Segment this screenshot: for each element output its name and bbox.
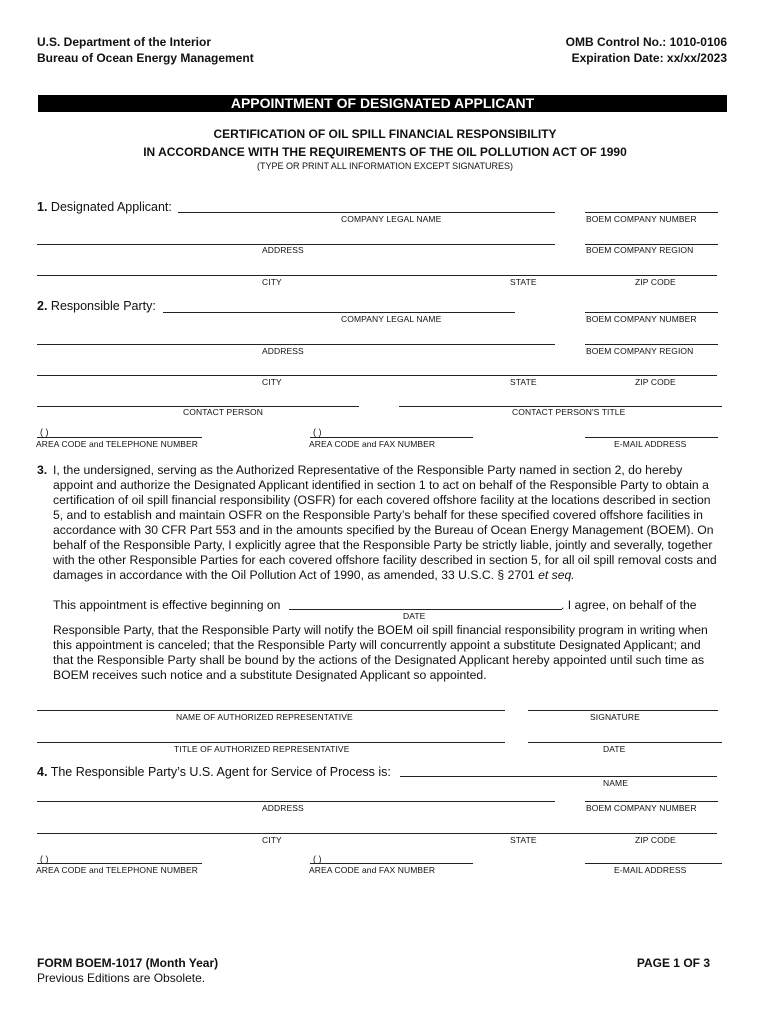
date-caption: DATE xyxy=(403,611,426,621)
text-segment: damages in accordance with the Oil Pollution Act of 1990, as amended, 33 U.S.C. § 2701 xyxy=(53,568,539,582)
city-state-zip-field[interactable] xyxy=(37,375,717,376)
rep-name-caption: NAME OF AUTHORIZED REPRESENTATIVE xyxy=(176,712,353,722)
section-number: 2. xyxy=(37,299,48,313)
fax-field[interactable] xyxy=(310,437,473,438)
agency-line-1: U.S. Department of the Interior xyxy=(37,35,212,49)
zip-code-caption: ZIP CODE xyxy=(635,835,676,845)
state-caption: STATE xyxy=(510,277,537,287)
rep-title-caption: TITLE OF AUTHORIZED REPRESENTATIVE xyxy=(174,744,350,754)
text-line: with the other Responsible Parties for each covered offshore facility described in section 5, for all oil spill removal costs and xyxy=(53,553,717,567)
company-legal-name-caption: COMPANY LEGAL NAME xyxy=(341,214,442,224)
telephone-field[interactable] xyxy=(37,437,202,438)
area-code-parentheses: ( ) xyxy=(40,427,49,437)
expiration-date: Expiration Date: xx/xx/2023 xyxy=(571,51,727,65)
boem-company-region-caption: BOEM COMPANY REGION xyxy=(586,346,694,356)
address-caption: ADDRESS xyxy=(262,803,304,813)
designated-applicant-label: Designated Applicant: xyxy=(50,200,172,214)
text-line: appoint and authorize the Designated Applicant identified in section 1 to act on behalf of the Responsible Party to obtain a xyxy=(53,478,709,492)
boem-company-number-field[interactable] xyxy=(585,212,718,213)
section-1-label xyxy=(37,200,172,214)
text-line: behalf of the Responsible Party, I explicitly agree that the Responsible Party be strictly liable, jointly and severally, together xyxy=(53,538,713,552)
email-caption: E-MAIL ADDRESS xyxy=(614,439,687,449)
text-line: this appointment is canceled; that the Responsible Party will concurrently appoint a substitute Designated Applicant; and xyxy=(53,638,701,652)
boem-company-region-caption: BOEM COMPANY REGION xyxy=(586,245,694,255)
state-caption: STATE xyxy=(510,835,537,845)
address-field[interactable] xyxy=(37,801,555,802)
boem-company-number-caption: BOEM COMPANY NUMBER xyxy=(586,214,697,224)
address-caption: ADDRESS xyxy=(262,346,304,356)
effective-date-label: This appointment is effective beginning on xyxy=(53,598,281,612)
text-line: Responsible Party, that the Responsible Party will notify the BOEM oil spill financial responsibility program in writing when xyxy=(53,623,708,637)
telephone-caption: AREA CODE and TELEPHONE NUMBER xyxy=(36,439,199,449)
telephone-field[interactable] xyxy=(37,863,202,864)
section-3-number: 3. xyxy=(37,463,48,477)
city-caption: CITY xyxy=(262,835,282,845)
subtitle-line-1: CERTIFICATION OF OIL SPILL FINANCIAL RESPONSIBILITY xyxy=(213,127,557,141)
text-line: I, the undersigned, serving as the Authorized Representative of the Responsible Party named in section 2, do hereby xyxy=(53,463,683,477)
email-field[interactable] xyxy=(585,437,718,438)
effective-date-field[interactable] xyxy=(289,609,562,610)
text-line: accordance with 30 CFR Part 553 and in the amounts specified by the Bureau of Ocean Energy Management (BOEM). On xyxy=(53,523,714,537)
authorized-rep-name-field[interactable] xyxy=(37,710,505,711)
fax-field[interactable] xyxy=(310,863,473,864)
text-line: BOEM receives such notice and a substitute Designated Applicant so appointed. xyxy=(53,668,487,682)
boem-company-number-field[interactable] xyxy=(585,801,718,802)
boem-company-number-caption: BOEM COMPANY NUMBER xyxy=(586,314,697,324)
signature-caption: SIGNATURE xyxy=(590,712,640,722)
email-field[interactable] xyxy=(585,863,722,864)
text-line xyxy=(53,568,753,583)
boem-company-number-caption: BOEM COMPANY NUMBER xyxy=(586,803,697,813)
city-state-zip-field[interactable] xyxy=(37,275,717,276)
obsolete-notice: Previous Editions are Obsolete. xyxy=(37,971,206,985)
agent-name-field[interactable] xyxy=(400,776,717,777)
page-number: PAGE 1 OF 3 xyxy=(636,956,710,970)
agency-name xyxy=(37,34,254,66)
email-caption: E-MAIL ADDRESS xyxy=(614,865,687,875)
responsible-party-name-field[interactable] xyxy=(163,312,515,313)
section-2-label xyxy=(37,299,156,313)
fax-caption: AREA CODE and FAX NUMBER xyxy=(309,439,436,449)
section-3-paragraph-2 xyxy=(53,623,753,683)
area-code-parentheses: ( ) xyxy=(313,854,322,864)
area-code-parentheses: ( ) xyxy=(40,854,49,864)
fax-caption: AREA CODE and FAX NUMBER xyxy=(309,865,436,875)
boem-company-region-field[interactable] xyxy=(585,344,718,345)
omb-info xyxy=(566,34,727,66)
zip-code-caption: ZIP CODE xyxy=(635,277,676,287)
form-title-banner: APPOINTMENT OF DESIGNATED APPLICANT xyxy=(38,95,727,112)
designated-applicant-name-field[interactable] xyxy=(178,212,555,213)
signature-field[interactable] xyxy=(528,710,718,711)
section-number: 1. xyxy=(37,200,48,214)
name-caption: NAME xyxy=(603,778,628,788)
company-legal-name-caption: COMPANY LEGAL NAME xyxy=(341,314,442,324)
instructions: (TYPE OR PRINT ALL INFORMATION EXCEPT SIGNATURES) xyxy=(256,161,514,171)
zip-code-caption: ZIP CODE xyxy=(635,377,676,387)
date-field[interactable] xyxy=(528,742,722,743)
text-line: certification of oil spill financial responsibility (OSFR) for each covered offshore facility at the locations described in section xyxy=(53,493,711,507)
state-caption: STATE xyxy=(510,377,537,387)
city-caption: CITY xyxy=(262,277,282,287)
city-state-zip-field[interactable] xyxy=(37,833,717,834)
telephone-caption: AREA CODE and TELEPHONE NUMBER xyxy=(36,865,199,875)
section-3-paragraph-1 xyxy=(53,463,753,583)
area-code-parentheses: ( ) xyxy=(313,427,322,437)
date-caption: DATE xyxy=(603,744,626,754)
text-line: 5, and to establish and maintain OSFR on the Responsible Party’s behalf for these specified covered offshore facilities in xyxy=(53,508,703,522)
section-4-label xyxy=(37,765,391,779)
subtitle-line-2: IN ACCORDANCE WITH THE REQUIREMENTS OF THE OIL POLLUTION ACT OF 1990 xyxy=(143,145,627,159)
contact-person-caption: CONTACT PERSON xyxy=(183,407,263,417)
omb-control-number: OMB Control No.: 1010-0106 xyxy=(565,35,727,49)
agree-text: . I agree, on behalf of the xyxy=(561,598,697,612)
address-caption: ADDRESS xyxy=(262,245,304,255)
form-id: FORM BOEM-1017 (Month Year) xyxy=(37,956,219,970)
contact-title-caption: CONTACT PERSON'S TITLE xyxy=(512,407,626,417)
agency-line-2: Bureau of Ocean Energy Management xyxy=(37,51,254,65)
text-line: that the Responsible Party shall be bound by the actions of the Designated Applicant hereby appointed until such time as xyxy=(53,653,705,667)
italic-text: et seq. xyxy=(538,568,575,582)
city-caption: CITY xyxy=(262,377,282,387)
responsible-party-label: Responsible Party: xyxy=(50,299,156,313)
address-field[interactable] xyxy=(37,344,555,345)
section-number: 4. xyxy=(37,765,48,779)
agent-label: The Responsible Party’s U.S. Agent for Service of Process is: xyxy=(50,765,391,779)
authorized-rep-title-field[interactable] xyxy=(37,742,505,743)
boem-company-number-field[interactable] xyxy=(585,312,718,313)
